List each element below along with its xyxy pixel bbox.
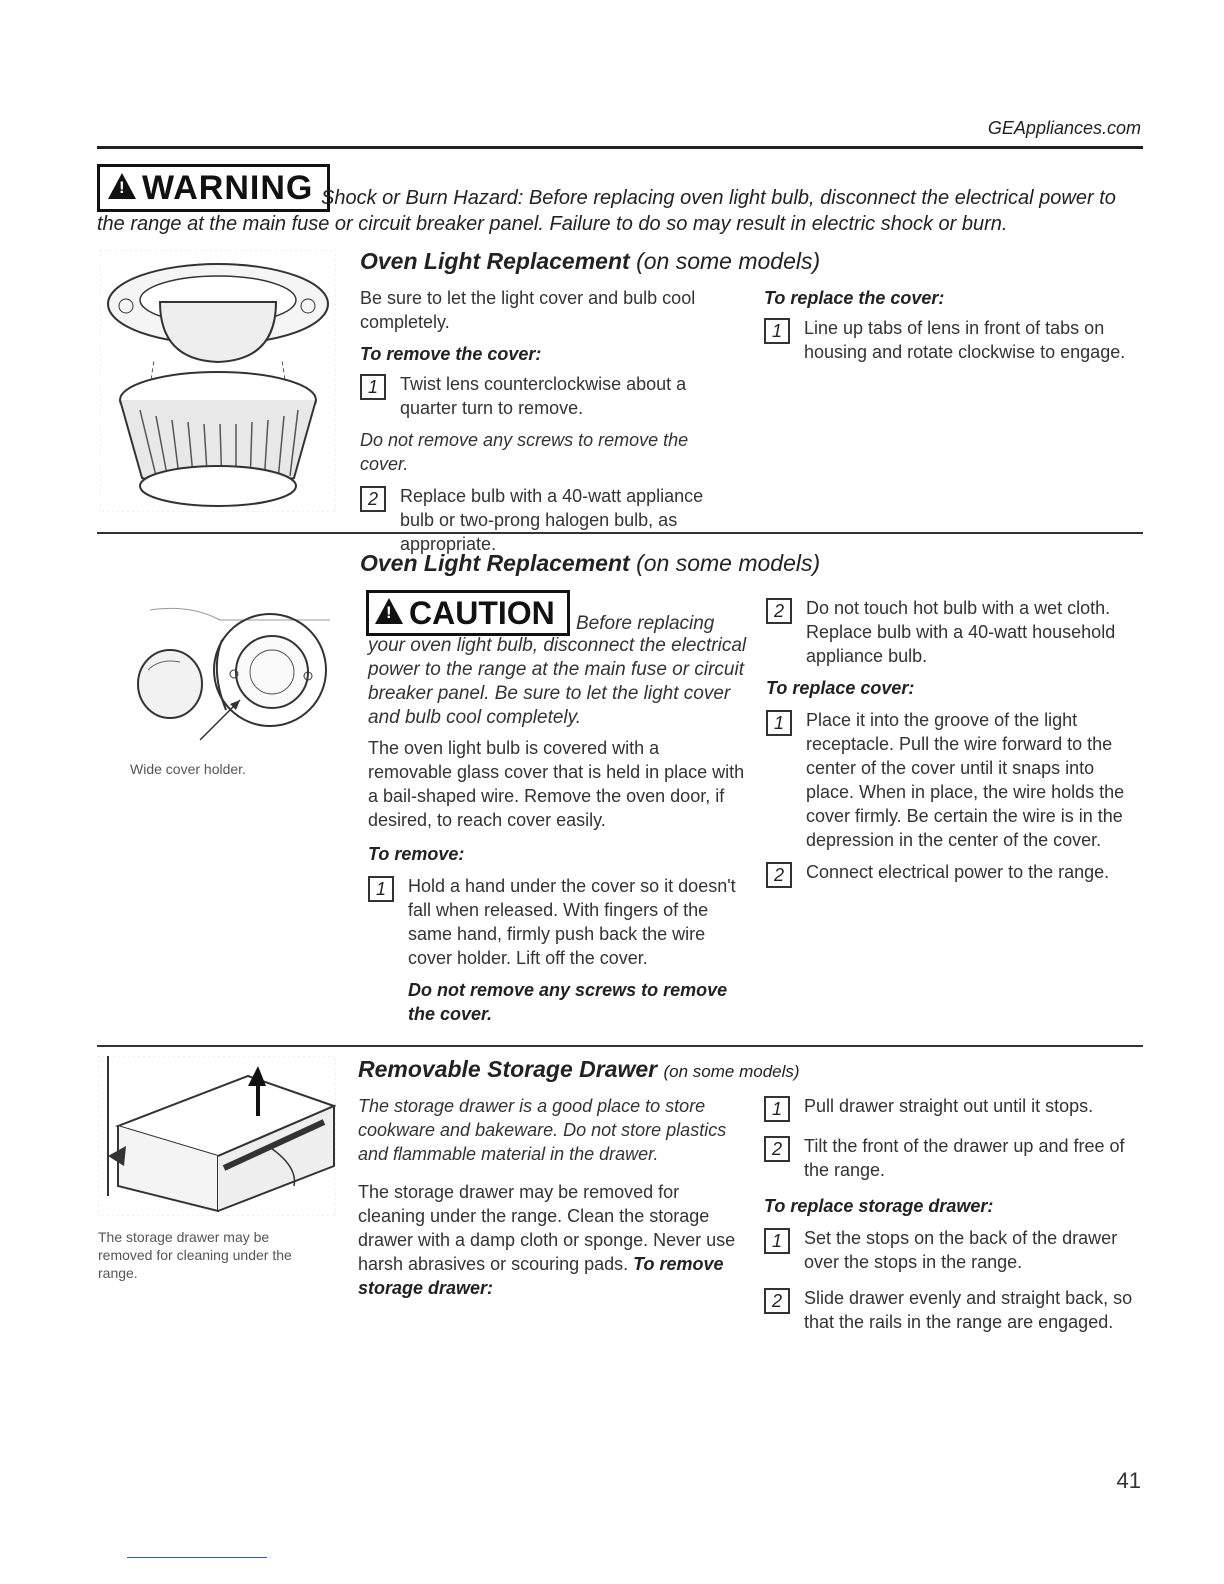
section2-title-text: Oven Light Replacement bbox=[360, 550, 630, 576]
step-number-2: 2 bbox=[766, 862, 792, 888]
step-number-2: 2 bbox=[766, 598, 792, 624]
section1-replace-step-1-text: Line up tabs of lens in front of tabs on housing and rotate clockwise to engage. bbox=[804, 318, 1126, 362]
section2-divider bbox=[97, 1045, 1143, 1047]
step-number-1: 1 bbox=[368, 876, 394, 902]
section3-title-text: Removable Storage Drawer bbox=[358, 1056, 658, 1082]
section3-subtitle: (on some models) bbox=[663, 1062, 800, 1081]
section2-replace-step-2-text: Connect electrical power to the range. bbox=[806, 862, 1110, 882]
step-number-1: 1 bbox=[764, 1096, 790, 1122]
section3-replace-step-2 bbox=[764, 1286, 1136, 1334]
light-cover-illustration bbox=[100, 250, 336, 512]
section2-body: The oven light bulb is covered with a removable glass cover that is held in place with a bail-shaped wire. Remove the oven door, if desired, to reach cover easily. bbox=[368, 738, 745, 830]
section2-right-column bbox=[766, 596, 1138, 888]
section2-note: Do not remove any screws to remove the cover. bbox=[408, 980, 728, 1024]
step-number-2: 2 bbox=[764, 1136, 790, 1162]
section2-replace-heading: To replace cover: bbox=[766, 678, 915, 698]
section3-replace-step-1 bbox=[764, 1226, 1136, 1274]
caution-box bbox=[366, 590, 570, 636]
caution-label-text: CAUTION bbox=[409, 594, 555, 631]
section1-title bbox=[360, 248, 820, 275]
step-number-1: 1 bbox=[360, 374, 386, 400]
section1-replace-heading: To replace the cover: bbox=[764, 288, 945, 308]
section1-intro: Be sure to let the light cover and bulb cool completely. bbox=[360, 288, 696, 332]
section2-caption: Wide cover holder. bbox=[130, 761, 246, 777]
section1-replace-step-1 bbox=[764, 316, 1134, 364]
section2-remove-heading: To remove: bbox=[368, 844, 465, 864]
step-number-1: 1 bbox=[764, 318, 790, 344]
section3-step-2 bbox=[764, 1134, 1136, 1182]
section1-title-text: Oven Light Replacement bbox=[360, 248, 630, 274]
section3-replace-step-2-text: Slide drawer evenly and straight back, so that the rails in the range are engaged. bbox=[804, 1288, 1133, 1332]
section3-step-2-text: Tilt the front of the drawer up and free of the range. bbox=[804, 1136, 1125, 1180]
section2-left-column bbox=[368, 736, 748, 1026]
section1-step-1 bbox=[360, 372, 720, 420]
section3-left-column bbox=[358, 1094, 740, 1300]
step-number-1: 1 bbox=[764, 1228, 790, 1254]
section1-subtitle: (on some models) bbox=[636, 248, 821, 274]
caution-text: your oven light bulb, disconnect the electrical power to the range at the main fuse or circuit breaker panel. Be sure to let the light cover and bulb cool completely. bbox=[368, 635, 747, 728]
step-number-1: 1 bbox=[766, 710, 792, 736]
warning-text: Shock or Burn Hazard: Before replacing oven light bulb, disconnect the electrical power to the range at the main fuse or circuit breaker panel. Failure to do so may result in electric shock or burn. bbox=[97, 187, 1116, 235]
section3-step-1 bbox=[764, 1094, 1136, 1122]
section2-subtitle: (on some models) bbox=[636, 550, 821, 576]
section3-caption: The storage drawer may be removed for cleaning under the range. bbox=[98, 1229, 292, 1281]
section3-body: The storage drawer may be removed for cleaning under the range. Clean the storage drawer with a damp cloth or sponge. Never use harsh abrasives or scouring pads. bbox=[358, 1182, 736, 1274]
section2-title bbox=[360, 550, 820, 577]
section2-step-1 bbox=[368, 874, 748, 970]
section3-step-1-text: Pull drawer straight out until it stops. bbox=[804, 1096, 1094, 1116]
section3-right-column bbox=[764, 1094, 1136, 1334]
step-number-2: 2 bbox=[360, 486, 386, 512]
page-number: 41 bbox=[1116, 1468, 1141, 1493]
section2-step-2 bbox=[766, 596, 1138, 668]
site-url: GEAppliances.com bbox=[987, 118, 1141, 138]
section1-right-column bbox=[764, 286, 1134, 364]
section1-divider bbox=[97, 532, 1143, 534]
warning-label-text: WARNING bbox=[142, 168, 314, 207]
caution-lead: Before replacing bbox=[576, 613, 715, 634]
section3-title bbox=[358, 1056, 800, 1083]
step-number-2: 2 bbox=[764, 1288, 790, 1314]
section2-step-1-text: Hold a hand under the cover so it doesn't fall when released. With fingers of the same hand, firmly push back the wire cover holder. Lift off the cover. bbox=[408, 876, 736, 968]
section1-note: Do not remove any screws to remove the cover. bbox=[360, 430, 689, 474]
storage-drawer-illustration bbox=[98, 1056, 336, 1216]
caution-triangle-icon bbox=[375, 598, 403, 624]
caution-label bbox=[366, 590, 570, 636]
section1-left-column bbox=[360, 286, 720, 556]
section2-replace-step-1-text: Place it into the groove of the light receptacle. Pull the wire forward to the center of the cover until it snaps into place. When in place, the wire holds the cover firmly. Be certain the wire is in the depression in the center of the cover. bbox=[806, 710, 1125, 850]
section2-step-2-text: Do not touch hot bulb with a wet cloth. Replace bulb with a 40-watt household appliance bulb. bbox=[806, 598, 1116, 666]
section1-step-1-text: Twist lens counterclockwise about a quarter turn to remove. bbox=[400, 374, 687, 418]
footer-line bbox=[127, 1557, 267, 1558]
section3-replace-heading: To replace storage drawer: bbox=[764, 1196, 994, 1216]
section1-step-2 bbox=[360, 484, 720, 556]
section2-replace-step-2 bbox=[766, 860, 1138, 888]
header-rule bbox=[97, 146, 1143, 149]
section3-intro: The storage drawer is a good place to store cookware and bakeware. Do not store plastics and flammable material in the drawer. bbox=[358, 1096, 727, 1164]
section1-step-2-text: Replace bulb with a 40-watt appliance bulb or two-prong halogen bulb, as appropriate. bbox=[400, 486, 704, 554]
section3-remove-heading: To remove storage drawer: bbox=[358, 1254, 724, 1298]
section3-replace-step-1-text: Set the stops on the back of the drawer over the stops in the range. bbox=[804, 1228, 1118, 1272]
wide-cover-holder-illustration bbox=[130, 600, 330, 760]
section3-body-block bbox=[358, 1180, 740, 1300]
section2-replace-step-1 bbox=[766, 708, 1138, 852]
section1-remove-heading: To remove the cover: bbox=[360, 344, 542, 364]
